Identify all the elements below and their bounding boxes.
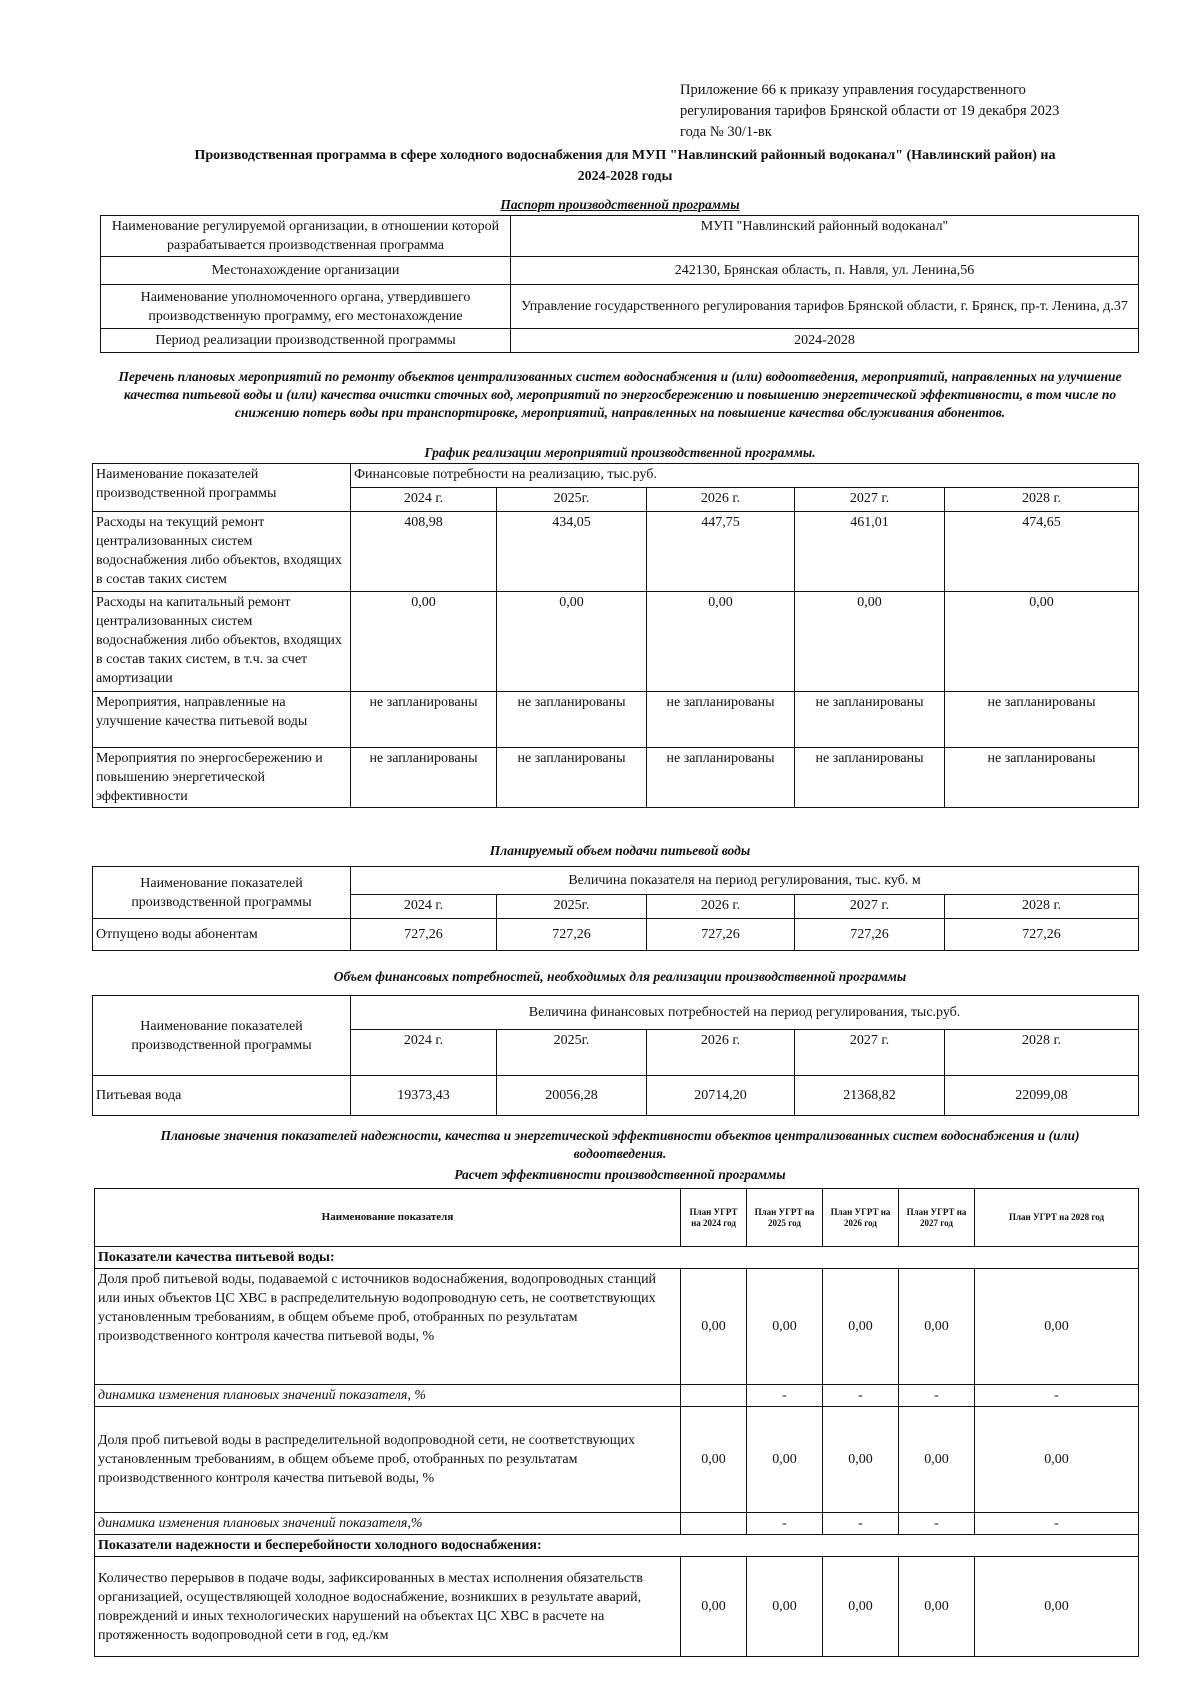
schedule-caption: График реализации мероприятий производственной программы. xyxy=(424,445,816,460)
volume-col-header xyxy=(93,867,351,919)
calc-caption: Расчет эффективности производственной программы xyxy=(454,1167,786,1182)
table-row xyxy=(93,464,1139,488)
cell-value: 19373,43 xyxy=(351,1076,497,1116)
document-title xyxy=(100,145,1150,187)
cell-value: 727,26 xyxy=(351,919,497,951)
cell-value: 727,26 xyxy=(945,919,1139,951)
cell-value: 0,00 xyxy=(497,592,647,692)
finance-col-header xyxy=(93,996,351,1076)
passport-label: Наименование уполномоченного органа, утвердившего производственную программу, его местонахождение xyxy=(101,285,511,329)
row-label: Отпущено воды абонентам xyxy=(93,919,351,951)
year-header: 2025г. xyxy=(497,488,647,512)
row-label: Доля проб питьевой воды, подаваемой с источников водоснабжения, водопроводных станций или иных объектов ЦС ХВС в распределительную водопроводную сеть, не соответствующих установленным требованиям, в общем объеме проб, отобранных по результатам производственного контроля качества питьевой воды, % xyxy=(95,1269,681,1385)
plan-header: План УГРТ на 2027 год xyxy=(899,1189,975,1247)
cell-value: не запланированы xyxy=(497,748,647,808)
passport-table xyxy=(100,215,1139,353)
cell-value: 0,00 xyxy=(899,1407,975,1513)
measures-heading: Перечень плановых мероприятий по ремонту объектов централизованных систем водоснабжения и (или) водоотведения, мероприятий, направленных на улучшение качества питьевой воды и (или) качества очистки сточных вод, мероприятий по энергосбережению и повышению энергетической эффективности, в том числе по снижению потерь воды при транспортировке, мероприятий, направленных на повышение качества обслуживания абонентов. xyxy=(118,369,1122,420)
table-row xyxy=(93,919,1139,951)
passport-value: 2024-2028 xyxy=(511,329,1139,353)
cell-value: 0,00 xyxy=(681,1269,747,1385)
row-label: Количество перерывов в подаче воды, зафиксированных в местах исполнения обязательств организацией, осуществляющей холодное водоснабжение, возникших в результате аварий, повреждений и иных технологических нарушений на объектах ЦС ХВС в расчете на протяженность водопроводной сети в год, ед./км xyxy=(95,1557,681,1657)
cell-value: не запланированы xyxy=(795,748,945,808)
cell-value: не запланированы xyxy=(795,692,945,748)
cell-value: 0,00 xyxy=(681,1407,747,1513)
header-line: Наименование показателей xyxy=(140,1018,303,1034)
cell-value: 0,00 xyxy=(747,1557,823,1657)
cell-value: 0,00 xyxy=(351,592,497,692)
cell-value: - xyxy=(975,1385,1139,1407)
year-header: 2027 г. xyxy=(795,1030,945,1076)
cell-value xyxy=(681,1385,747,1407)
passport-label: Наименование регулируемой организации, в отношении которой разрабатывается производственная программа xyxy=(101,216,511,257)
table-row xyxy=(93,592,1139,692)
passport-value: МУП "Навлинский районный водоканал" xyxy=(511,216,1139,257)
year-header: 2027 г. xyxy=(795,895,945,919)
year-header: 2028 г. xyxy=(945,1030,1139,1076)
passport-caption: Паспорт производственной программы xyxy=(500,197,740,212)
cell-value xyxy=(681,1513,747,1535)
row-label: Мероприятия по энергосбережению и повышению энергетической эффективности xyxy=(93,748,351,808)
table-row xyxy=(93,748,1139,808)
cell-value: 0,00 xyxy=(647,592,795,692)
year-header: 2026 г. xyxy=(647,488,795,512)
cell-value: 727,26 xyxy=(497,919,647,951)
table-row xyxy=(95,1385,1139,1407)
cell-value: 20714,20 xyxy=(647,1076,795,1116)
header-line: производственной программы xyxy=(131,1037,312,1053)
cell-value: не запланированы xyxy=(945,748,1139,808)
finance-group-header: Величина финансовых потребностей на период регулирования, тыс.руб. xyxy=(351,996,1139,1030)
cell-value: не запланированы xyxy=(945,692,1139,748)
cell-value: не запланированы xyxy=(351,748,497,808)
table-row xyxy=(101,329,1139,353)
year-header: 2025г. xyxy=(497,1030,647,1076)
passport-label: Местонахождение организации xyxy=(101,257,511,285)
table-row xyxy=(95,1407,1139,1513)
table-row xyxy=(95,1513,1139,1535)
cell-value: 0,00 xyxy=(823,1557,899,1657)
table-row xyxy=(93,867,1139,895)
indicators-heading: Плановые значения показателей надежности, качества и энергетической эффективности объектов централизованных систем водоснабжения и (или) водоотведения. xyxy=(160,1128,1080,1161)
cell-value: 0,00 xyxy=(681,1557,747,1657)
table-row xyxy=(95,1535,1139,1557)
header-line: Наименование показателей xyxy=(140,875,303,891)
finance-table xyxy=(92,995,1139,1116)
cell-value: - xyxy=(899,1385,975,1407)
annex-line: регулирования тарифов Брянской области от 19 декабря 2023 xyxy=(680,103,1060,119)
cell-value: 474,65 xyxy=(945,512,1139,592)
table-row xyxy=(101,257,1139,285)
plan-header: План УГРТ на 2026 год xyxy=(823,1189,899,1247)
table-row xyxy=(95,1269,1139,1385)
cell-value: 0,00 xyxy=(795,592,945,692)
dynamics-label: динамика изменения плановых значений показателя,% xyxy=(95,1513,681,1535)
cell-value: 20056,28 xyxy=(497,1076,647,1116)
table-row xyxy=(101,285,1139,329)
schedule-group-header: Финансовые потребности на реализацию, тыс.руб. xyxy=(351,464,1139,488)
cell-value: - xyxy=(899,1513,975,1535)
table-row xyxy=(93,1076,1139,1116)
volume-caption: Планируемый объем подачи питьевой воды xyxy=(489,843,751,858)
table-row xyxy=(93,512,1139,592)
cell-value: - xyxy=(823,1513,899,1535)
cell-value: 434,05 xyxy=(497,512,647,592)
cell-value: 0,00 xyxy=(975,1407,1139,1513)
annex-line: Приложение 66 к приказу управления государственного xyxy=(680,82,1026,98)
cell-value: - xyxy=(747,1385,823,1407)
year-header: 2027 г. xyxy=(795,488,945,512)
cell-value: 22099,08 xyxy=(945,1076,1139,1116)
cell-value: 727,26 xyxy=(647,919,795,951)
row-label: Доля проб питьевой воды в распределительной водопроводной сети, не соответствующих установленным требованиям, в общем объеме проб, отобранных по результатам производственного контроля качества питьевой воды, % xyxy=(95,1407,681,1513)
year-header: 2025г. xyxy=(497,895,647,919)
row-label: Питьевая вода xyxy=(93,1076,351,1116)
section-header: Показатели качества питьевой воды: xyxy=(95,1247,1139,1269)
year-header: 2026 г. xyxy=(647,895,795,919)
cell-value: 0,00 xyxy=(747,1407,823,1513)
cell-value: 21368,82 xyxy=(795,1076,945,1116)
cell-value: не запланированы xyxy=(497,692,647,748)
row-label: Расходы на текущий ремонт централизованных систем водоснабжения либо объектов, входящих в состав таких систем xyxy=(93,512,351,592)
cell-value: не запланированы xyxy=(351,692,497,748)
plan-header: План УГРТ на 2024 год xyxy=(681,1189,747,1247)
table-row xyxy=(95,1247,1139,1269)
cell-value: 0,00 xyxy=(945,592,1139,692)
passport-label: Период реализации производственной программы xyxy=(101,329,511,353)
indicator-col-header: Наименование показателя xyxy=(95,1189,681,1247)
year-header: 2028 г. xyxy=(945,895,1139,919)
volume-table xyxy=(92,866,1139,951)
cell-value: 0,00 xyxy=(975,1269,1139,1385)
dynamics-label: динамика изменения плановых значений показателя, % xyxy=(95,1385,681,1407)
row-label: Расходы на капитальный ремонт централизованных систем водоснабжения либо объектов, входящих в состав таких систем, в т.ч. за счет амортизации xyxy=(93,592,351,692)
table-row xyxy=(93,996,1139,1030)
cell-value: 0,00 xyxy=(823,1407,899,1513)
cell-value: 408,98 xyxy=(351,512,497,592)
cell-value: 0,00 xyxy=(823,1269,899,1385)
table-row xyxy=(101,216,1139,257)
row-label: Мероприятия, направленные на улучшение качества питьевой воды xyxy=(93,692,351,748)
section-header: Показатели надежности и бесперебойности холодного водоснабжения: xyxy=(95,1535,1139,1557)
schedule-col-header: Наименование показателей производственной программы xyxy=(93,464,351,512)
volume-group-header: Величина показателя на период регулирования, тыс. куб. м xyxy=(351,867,1139,895)
cell-value: - xyxy=(747,1513,823,1535)
passport-value: Управление государственного регулирования тарифов Брянской области, г. Брянск, пр-т. Ленина, д.37 xyxy=(511,285,1139,329)
cell-value: 461,01 xyxy=(795,512,945,592)
cell-value: не запланированы xyxy=(647,692,795,748)
table-row xyxy=(95,1557,1139,1657)
year-header: 2024 г. xyxy=(351,488,497,512)
year-header: 2026 г. xyxy=(647,1030,795,1076)
annex-line: года № 30/1-вк xyxy=(680,124,772,140)
plan-header: План УГРТ на 2025 год xyxy=(747,1189,823,1247)
year-header: 2028 г. xyxy=(945,488,1139,512)
cell-value: 0,00 xyxy=(975,1557,1139,1657)
passport-value: 242130, Брянская область, п. Навля, ул. Ленина,56 xyxy=(511,257,1139,285)
indicators-table xyxy=(94,1188,1139,1657)
cell-value: 0,00 xyxy=(899,1269,975,1385)
cell-value: - xyxy=(823,1385,899,1407)
cell-value: 0,00 xyxy=(899,1557,975,1657)
header-line: производственной программы xyxy=(131,894,312,910)
plan-header: План УГРТ на 2028 год xyxy=(975,1189,1139,1247)
year-header: 2024 г. xyxy=(351,895,497,919)
cell-value: 727,26 xyxy=(795,919,945,951)
title-line: 2024-2028 годы xyxy=(577,169,673,184)
annex-note xyxy=(680,80,1140,143)
cell-value: не запланированы xyxy=(647,748,795,808)
cell-value: 447,75 xyxy=(647,512,795,592)
schedule-table xyxy=(92,463,1139,808)
cell-value: - xyxy=(975,1513,1139,1535)
year-header: 2024 г. xyxy=(351,1030,497,1076)
table-row xyxy=(93,692,1139,748)
finance-caption: Объем финансовых потребностей, необходимых для реализации производственной программы xyxy=(333,969,907,984)
cell-value: 0,00 xyxy=(747,1269,823,1385)
table-row xyxy=(95,1189,1139,1247)
title-line: Производственная программа в сфере холодного водоснабжения для МУП "Навлинский районный водоканал" (Навлинский район) на xyxy=(194,148,1056,163)
